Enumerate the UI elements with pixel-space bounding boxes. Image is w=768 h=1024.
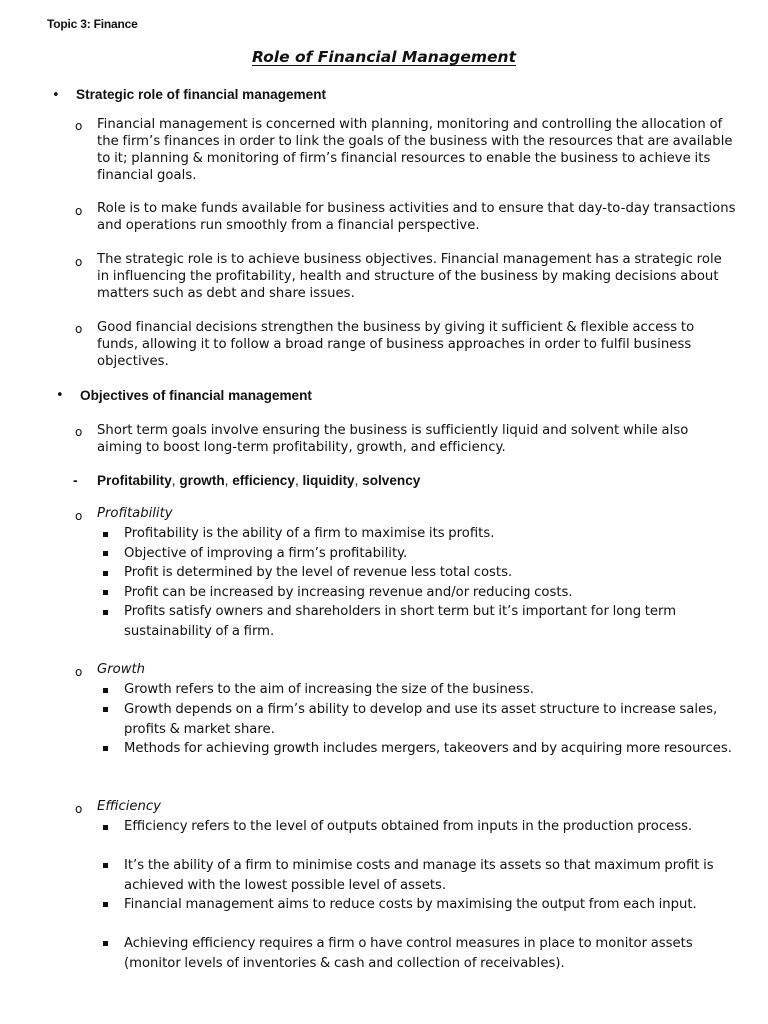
separator: , bbox=[354, 473, 363, 488]
square-bullet bbox=[103, 688, 108, 693]
efficiency-item-4: Achieving efficiency requires a firm o have control measures in place to monitor assets (monitor levels of inventories & cash and collection of receivables). bbox=[124, 936, 693, 971]
square-bullet bbox=[103, 551, 108, 556]
circle-bullet: o bbox=[75, 255, 83, 269]
section-bullet: • bbox=[52, 88, 60, 103]
growth-item-2: Growth depends on a firm’s ability to develop and use its asset structure to increase sales, profits & market share. bbox=[124, 702, 718, 737]
strategic-point-4: Good financial decisions strengthen the business by giving it sufficient & flexible access to funds, allowing it to follow a broad range of business approaches in order to fulfil business objectives. bbox=[97, 320, 695, 369]
square-bullet bbox=[103, 941, 108, 946]
profitability-item-5: Profits satisfy owners and shareholders in short term but it’s important for long term sustainability of a firm. bbox=[124, 604, 677, 639]
square-bullet bbox=[103, 863, 108, 868]
subheading-growth: Growth bbox=[97, 662, 146, 677]
topic-label: Topic 3: Finance bbox=[47, 17, 138, 31]
objective-solvency: solvency bbox=[362, 473, 421, 488]
square-bullet bbox=[103, 610, 108, 615]
circle-bullet: o bbox=[75, 509, 83, 523]
profitability-item-4: Profit can be increased by increasing revenue and/or reducing costs. bbox=[124, 585, 573, 600]
circle-bullet: o bbox=[75, 119, 83, 133]
square-bullet bbox=[103, 707, 108, 712]
circle-bullet: o bbox=[75, 802, 83, 816]
section-heading-objectives: Objectives of financial management bbox=[80, 388, 312, 403]
profitability-item-2: Objective of improving a firm’s profitability. bbox=[124, 546, 408, 561]
square-bullet bbox=[103, 902, 108, 907]
growth-item-1: Growth refers to the aim of increasing the size of the business. bbox=[124, 682, 534, 697]
growth-item-3: Methods for achieving growth includes mergers, takeovers and by acquiring more resources. bbox=[124, 741, 732, 756]
subheading-profitability: Profitability bbox=[97, 506, 173, 521]
separator: , bbox=[224, 473, 233, 488]
square-bullet bbox=[103, 532, 108, 537]
subheading-efficiency: Efficiency bbox=[97, 799, 161, 814]
section-heading-strategic: Strategic role of financial management bbox=[76, 87, 327, 102]
square-bullet bbox=[103, 590, 108, 595]
separator: , bbox=[171, 473, 180, 488]
profitability-item-3: Profit is determined by the level of revenue less total costs. bbox=[124, 565, 513, 580]
circle-bullet: o bbox=[75, 204, 83, 218]
strategic-point-1: Financial management is concerned with planning, monitoring and controlling the allocation of the firm’s finances in order to link the goals of the business with the resources that are available to it; planning & monitoring of firm’s financial resources to enable the business to achieve its financial goals. bbox=[97, 117, 733, 183]
objective-list bbox=[97, 472, 420, 490]
objective-growth: growth bbox=[179, 473, 225, 488]
efficiency-item-2: It’s the ability of a firm to minimise costs and manage its assets so that maximum profit is achieved with the lowest possible level of assets. bbox=[124, 858, 714, 893]
objectives-point-1: Short term goals involve ensuring the business is sufficiently liquid and solvent while also aiming to boost long-term profitability, growth, and efficiency. bbox=[97, 423, 689, 455]
objective-efficiency: efficiency bbox=[232, 473, 295, 488]
strategic-point-3: The strategic role is to achieve business objectives. Financial management has a strategic role in influencing the profitability, health and structure of the business by making decisions about matters such as debt and share issues. bbox=[97, 252, 722, 301]
square-bullet bbox=[103, 571, 108, 576]
strategic-point-2: Role is to make funds available for business activities and to ensure that day-to-day transactions and operations run smoothly from a financial perspective. bbox=[97, 201, 736, 233]
section-bullet: • bbox=[56, 388, 64, 403]
circle-bullet: o bbox=[75, 665, 83, 679]
square-bullet bbox=[103, 825, 108, 830]
circle-bullet: o bbox=[75, 322, 83, 336]
objective-liquidity: liquidity bbox=[302, 473, 355, 488]
page-title: Role of Financial Management bbox=[251, 48, 516, 66]
separator: , bbox=[294, 473, 303, 488]
efficiency-item-3: Financial management aims to reduce costs by maximising the output from each input. bbox=[124, 897, 697, 912]
dash-marker: - bbox=[73, 473, 78, 488]
square-bullet bbox=[103, 746, 108, 751]
efficiency-item-1: Efficiency refers to the level of outputs obtained from inputs in the production process. bbox=[124, 819, 693, 834]
circle-bullet: o bbox=[75, 425, 83, 439]
objective-profitability: Profitability bbox=[97, 473, 172, 488]
profitability-item-1: Profitability is the ability of a firm to maximise its profits. bbox=[124, 526, 495, 541]
